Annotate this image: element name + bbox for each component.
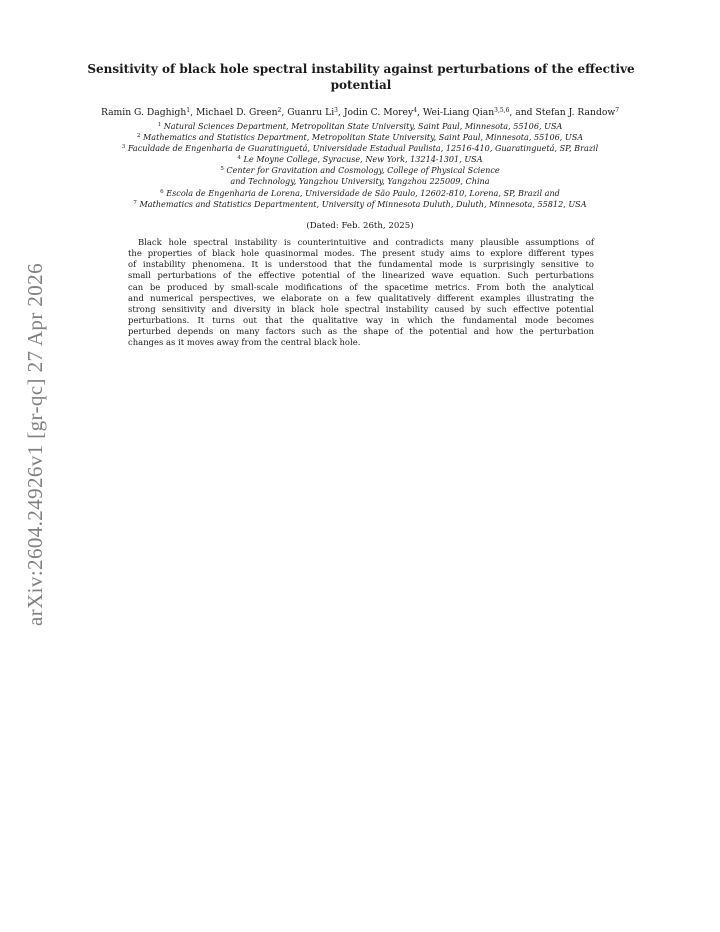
- abstract-line: Black hole spectral instability is counterintuitive and contradicts many plausible assumptions of: [138, 237, 594, 247]
- affiliation: $^3$ Faculdade de Engenharia de Guaratinguetá, Universidade Estadual Paulista, 12516-410, Guaratinguetá, SP, Brazil: [121, 143, 599, 154]
- abstract-line: can be produced by small-scale modifications of the spacetime metrics. From both the analytical: [128, 281, 594, 292]
- abstract-line: changes as it moves away from the central black hole.: [128, 337, 361, 348]
- abstract-line: perturbed depends on many factors such as the shape of the potential and how the perturbation: [128, 326, 594, 337]
- abstract-line: strong sensitivity and diversity in black hole spectral instability caused by such effective potential: [128, 303, 594, 314]
- date-line: (Dated: Feb. 26th, 2025): [306, 221, 414, 231]
- affiliation: $^1$ Natural Sciences Department, Metropolitan State University, Saint Paul, Minnesota, 55106, USA: [157, 121, 563, 131]
- paper-title: [70, 61, 652, 93]
- title-line-1: Sensitivity of black hole spectral instability against perturbations of the effective: [87, 62, 635, 76]
- abstract-line: perturbations. It turns out that the qualitative way in which the fundamental mode becomes: [128, 315, 594, 326]
- affiliation-list: [40, 121, 680, 210]
- abstract-line: the properties of black hole quasinormal modes. The present study aims to explore different types: [128, 248, 594, 259]
- affiliation: and Technology, Yangzhou University, Yangzhou 225009, China: [230, 176, 490, 187]
- abstract-line: small perturbations of the effective potential of the linearized wave equation. Such perturbations: [128, 270, 594, 281]
- author: Jodin C. Morey$^4$,: [343, 107, 423, 118]
- author-list: [40, 107, 680, 119]
- title-line-2: potential: [330, 78, 392, 92]
- affiliation: $^5$ Center for Gravitation and Cosmology, College of Physical Science: [220, 165, 500, 176]
- author: Stefan J. Randow$^7$: [535, 107, 620, 118]
- affiliation: $^4$ Le Moyne College, Syracuse, New York, 13214-1301, USA: [237, 154, 483, 165]
- author: Michael D. Green$^2$,: [195, 107, 288, 118]
- affiliation: $^2$ Mathematics and Statistics Department, Metropolitan State University, Saint Paul, Minnesota, 55106, USA: [136, 132, 584, 143]
- author: Guanru Li$^3$,: [287, 107, 344, 118]
- author: Ramin G. Daghigh$^1$,: [100, 107, 196, 118]
- affiliation: $^6$ Escola de Engenharia de Lorena, Universidade de São Paulo, 12602-810, Lorena, SP, Brazil and: [160, 187, 560, 198]
- author: Wei-Liang Qian$^{3,5,6}$, and: [422, 107, 536, 118]
- affiliation: $^7$ Mathematics and Statistics Departmentent, University of Minnesota Duluth, Duluth, Minnesota, 55812, USA: [133, 198, 587, 209]
- abstract: [128, 237, 594, 349]
- arxiv-identifier: arXiv:2604.24926v1 [gr-qc] 27 Apr 2026: [22, 262, 47, 626]
- abstract-line: and numerical perspectives, we elaborate on a few qualitatively different examples illustrating the: [128, 292, 594, 303]
- abstract-line: of instability phenomena. It is understood that the fundamental mode is surprisingly sensitive to: [128, 259, 594, 270]
